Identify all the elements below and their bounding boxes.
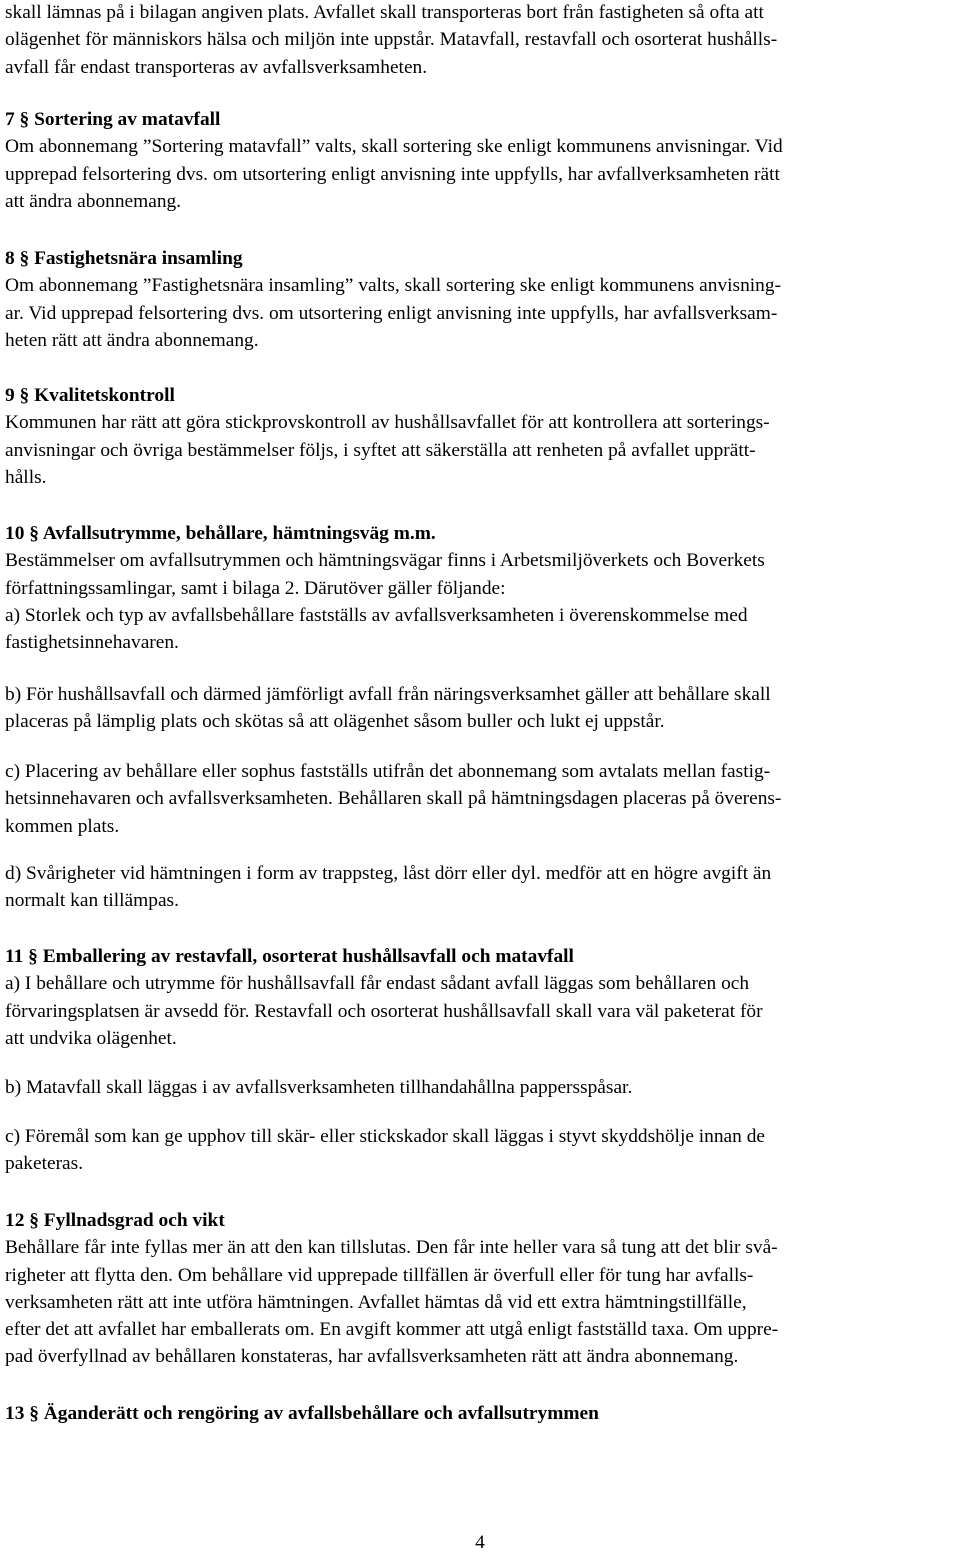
text-line: Om abonnemang ”Sortering matavfall” valts, skall sortering ske enligt kommunens anvisningar. Vid <box>5 136 783 158</box>
section-heading: 10 § Avfallsutrymme, behållare, hämtningsväg m.m. <box>5 523 436 544</box>
text-line: anvisningar och övriga bestämmelser följs, i syftet att säkerställa att renheten på avfallet upprätt- <box>5 439 756 461</box>
text-line: Behållare får inte fyllas mer än att den kan tillslutas. Den får inte heller vara så tung att det blir svå- <box>5 1237 778 1259</box>
text-line: c) Föremål som kan ge upphov till skär- eller stickskador skall läggas i styvt skyddshölje innan de <box>5 1126 766 1147</box>
text-line: att ändra abonnemang. <box>5 190 182 212</box>
text-line: verksamheten rätt att inte utföra hämtningen. Avfallet hämtas då vid ett extra hämtningstillfälle, <box>5 1291 747 1313</box>
text-line: Om abonnemang ”Fastighetsnära insamling” valts, skall sortering ske enligt kommunens anvisning- <box>5 275 782 297</box>
text-line: förvaringsplatsen är avsedd för. Restavfall och osorterat hushållsavfall skall vara väl paketerat för <box>5 1000 763 1022</box>
text-line: avfall får endast transporteras av avfallsverksamheten. <box>5 56 428 78</box>
text-line: efter det att avfallet har emballerats om. En avgift kommer att utgå enligt fastställd taxa. Om uppre- <box>5 1319 779 1341</box>
text-line: olägenhet för människors hälsa och miljön inte uppstår. Matavfall, restavfall och osorterat hushålls- <box>5 29 778 51</box>
text-line: författningssamlingar, samt i bilaga 2. Därutöver gäller följande: <box>5 577 506 599</box>
section-heading: 9 § Kvalitetskontroll <box>5 385 175 406</box>
text-line: normalt kan tillämpas. <box>5 890 179 912</box>
section-heading: 8 § Fastighetsnära insamling <box>5 248 243 269</box>
text-line: skall lämnas på i bilagan angiven plats. Avfallet skall transporteras bort från fastigheten så ofta att <box>5 2 764 23</box>
text-line: a) I behållare och utrymme för hushållsavfall får endast sådant avfall läggas som behållaren och <box>5 973 750 995</box>
text-line: Bestämmelser om avfallsutrymmen och hämtningsvägar finns i Arbetsmiljöverkets och Boverkets <box>5 550 765 572</box>
section-7 <box>5 106 955 215</box>
section-heading: 13 § Äganderätt och rengöring av avfallsbehållare och avfallsutrymmen <box>5 1403 599 1424</box>
text-line: upprepad felsortering dvs. om utsortering enligt anvisning inte uppfylls, har avfallverksamheten rätt <box>5 163 780 185</box>
text-line: a) Storlek och typ av avfallsbehållare fastställs av avfallsverksamheten i överenskommelse med <box>5 604 748 626</box>
section-12 <box>5 1207 955 1371</box>
text-line: fastighetsinnehavaren. <box>5 632 179 654</box>
text-line: hetsinnehavaren och avfallsverksamheten. Behållaren skall på hämtningsdagen placeras på överens- <box>5 788 782 810</box>
section-11-c <box>5 1123 955 1178</box>
text-line: c) Placering av behållare eller sophus fastställs utifrån det abonnemang som avtalats mellan fastig- <box>5 761 771 782</box>
intro-paragraph <box>5 0 955 81</box>
text-line: d) Svårigheter vid hämtningen i form av trappsteg, låst dörr eller dyl. medför att en högre avgift än <box>5 863 772 884</box>
section-heading: 7 § Sortering av matavfall <box>5 109 221 130</box>
section-heading: 12 § Fyllnadsgrad och vikt <box>5 1210 225 1231</box>
page-number: 4 <box>475 1532 485 1553</box>
text-line: righeter att flytta den. Om behållare vid upprepade tillfällen är överfull eller för tung har avfalls- <box>5 1264 754 1286</box>
section-9 <box>5 382 955 491</box>
section-13 <box>5 1400 955 1427</box>
text-line: b) Matavfall skall läggas i av avfallsverksamheten tillhandahållna pappersspåsar. <box>5 1077 633 1098</box>
text-line: kommen plats. <box>5 815 120 837</box>
text-line: att undvika olägenhet. <box>5 1027 177 1049</box>
text-line: pad överfyllnad av behållaren konstateras, har avfallsverksamheten rätt att ändra abonnemang. <box>5 1346 739 1368</box>
section-10-b <box>5 681 955 736</box>
text-line: paketeras. <box>5 1153 84 1175</box>
section-10 <box>5 520 955 656</box>
section-11-b <box>5 1074 955 1101</box>
section-10-c <box>5 758 955 840</box>
text-line: heten rätt att ändra abonnemang. <box>5 329 259 351</box>
text-line: hålls. <box>5 466 47 488</box>
section-8 <box>5 245 955 354</box>
text-line: b) För hushållsavfall och därmed jämförligt avfall från näringsverksamhet gäller att behållare skall <box>5 684 771 705</box>
text-line: placeras på lämplig plats och skötas så att olägenhet såsom buller och lukt ej uppstår. <box>5 711 665 733</box>
text-line: Kommunen har rätt att göra stickprovskontroll av hushållsavfallet för att kontrollera att sorterings- <box>5 412 770 434</box>
section-heading: 11 § Emballering av restavfall, osorterat hushållsavfall och matavfall <box>5 946 574 967</box>
section-10-d <box>5 860 955 915</box>
text-line: ar. Vid upprepad felsortering dvs. om utsortering enligt anvisning inte uppfylls, har avfallsverksam- <box>5 302 778 324</box>
section-11 <box>5 943 955 1052</box>
